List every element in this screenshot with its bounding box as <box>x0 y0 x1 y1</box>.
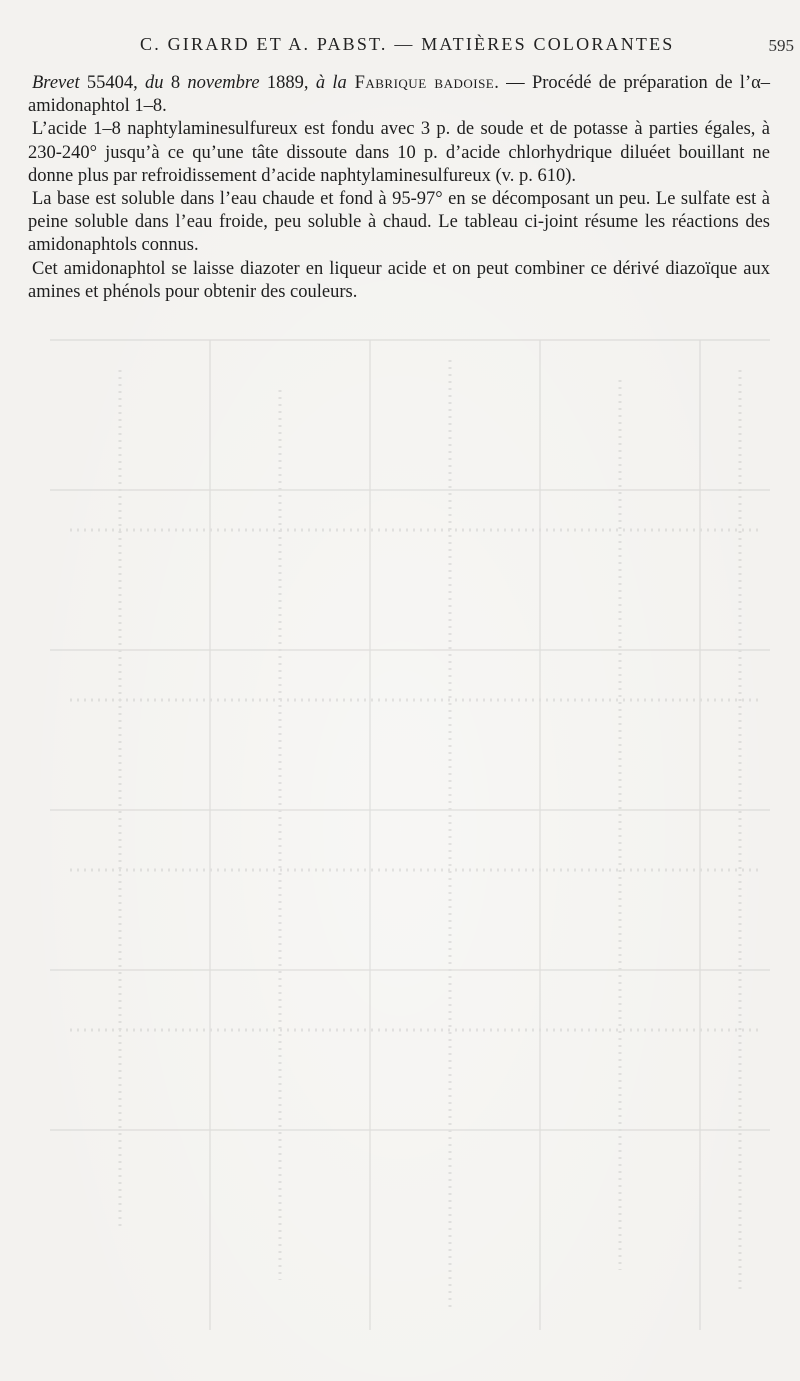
text-span: à la <box>315 73 347 93</box>
paragraph-fusion <box>28 118 770 188</box>
paragraph-base <box>28 188 770 258</box>
paragraph-diazotation <box>28 258 770 304</box>
text-span: Cet amidonaphtol se laisse diazoter en liqueur acide et on peut combiner ce dérivé diazoïque aux amines et phénols pour obtenir des couleurs. <box>28 258 770 302</box>
text-span: Brevet <box>32 73 80 93</box>
text-span: 1889, <box>259 73 316 93</box>
text-span: 8 <box>163 73 188 93</box>
text-span: L’acide 1–8 naphtylaminesulfureux est fondu avec 3 p. de soude et de potasse à parties égales, à 230-240° jusqu’à ce qu’une tâte dissoute dans 10 p. d’acide chlorhydrique diluéet bouillant ne donne plus par refroidissement d’acide naphtylaminesulfureux (v. p. 610). <box>28 119 770 186</box>
page-number: 595 <box>768 36 794 55</box>
body-text <box>28 72 770 304</box>
text-span: du <box>145 73 164 93</box>
text-span: Fabrique badoise <box>346 73 495 93</box>
bleed-through-table-lines <box>40 330 780 1340</box>
text-span: novembre <box>187 73 260 93</box>
text-span: . — Procédé de préparation de l’α–amidonaphtol 1–8. <box>28 73 771 117</box>
reverse-side-bleed-through <box>40 330 780 1340</box>
page-header <box>0 34 800 58</box>
paragraph-brevet <box>28 72 770 118</box>
running-title: C. GIRARD ET A. PABST. — MATIÈRES COLORANTES <box>140 34 675 54</box>
text-span: La base est soluble dans l’eau chaude et fond à 95-97° en se décomposant un peu. Le sulfate est à peine soluble dans l’eau froide, peu soluble à chaud. Le tableau ci-joint résume les réactions des amidonaphtols connus. <box>28 189 770 256</box>
text-span: 55404, <box>79 73 146 93</box>
